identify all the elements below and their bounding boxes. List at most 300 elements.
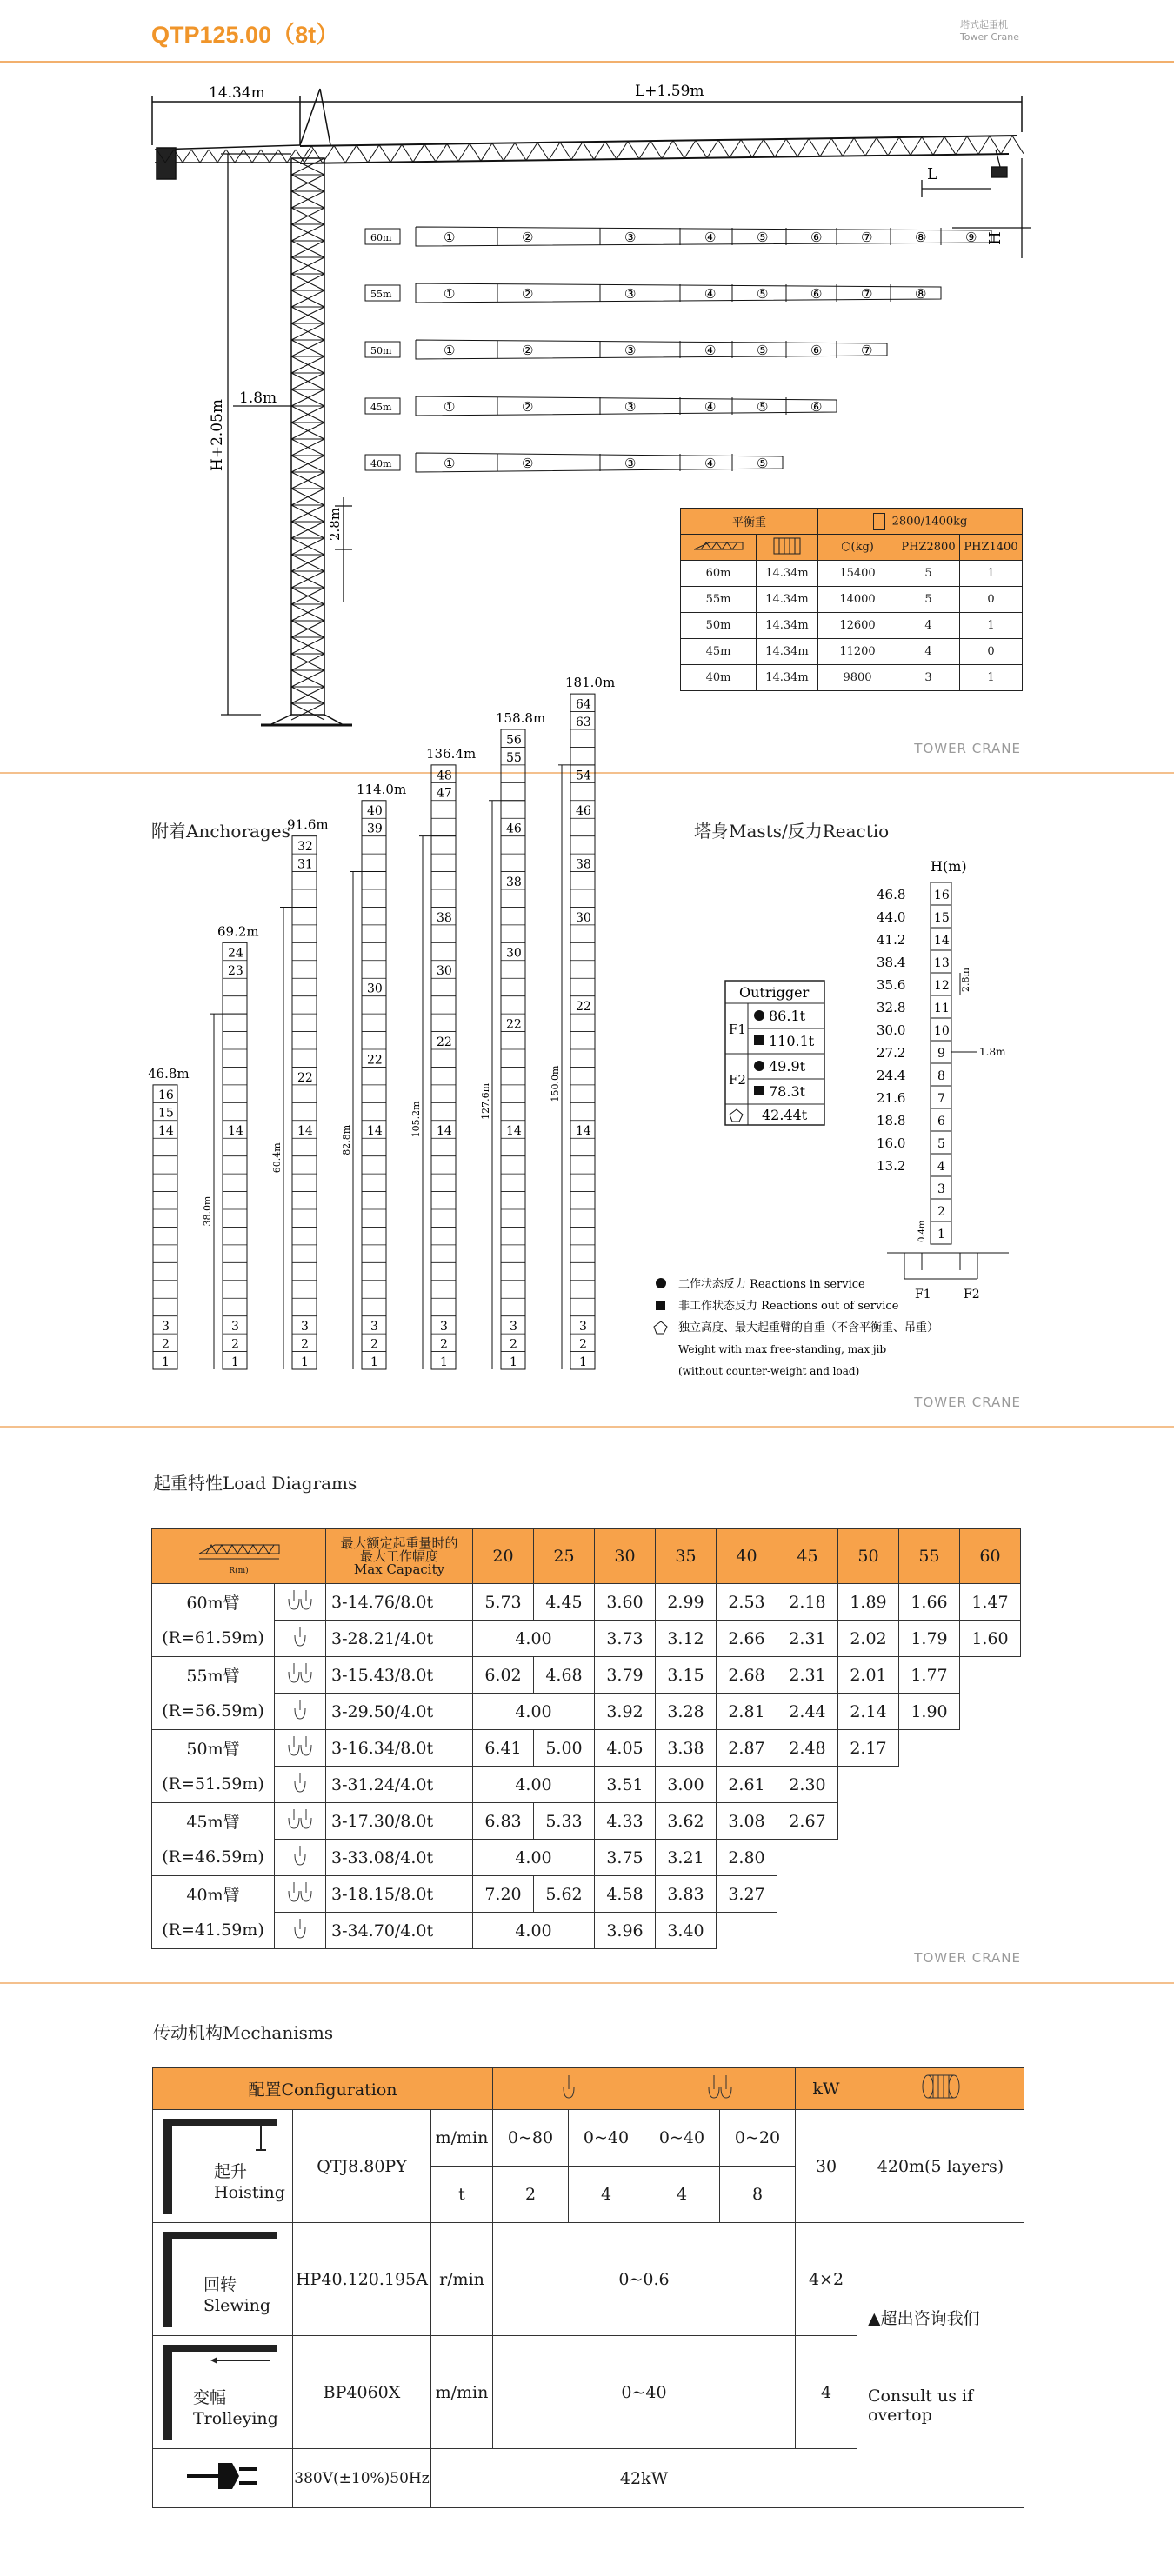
double-hook-icon [275, 1876, 326, 1913]
mast-section-number: 1 [440, 1355, 448, 1369]
kg-header: ⬡(kg) [818, 535, 897, 561]
max-capacity: 3-17.30/8.0t [326, 1803, 473, 1840]
mast-section-number: 22 [506, 1017, 522, 1032]
mast-section-number: 3 [440, 1320, 448, 1335]
table-row [152, 1657, 1021, 1694]
load-value: 3.12 [656, 1621, 717, 1657]
mast-section-number: 1 [370, 1355, 378, 1369]
mast-section-number: 8 [937, 1069, 945, 1083]
mast-section-number: 3 [231, 1320, 239, 1335]
anchorage-height: 114.0m [357, 781, 407, 797]
mast-section-number: 2 [440, 1337, 448, 1352]
jib-label: (R=46.59m) [152, 1840, 275, 1876]
mast-section-number: 9 [937, 1047, 945, 1061]
load-value: 3.08 [717, 1803, 777, 1840]
svg-text:F1: F1 [729, 1022, 746, 1037]
load-value: 3.75 [595, 1840, 656, 1876]
double-hook-icon [275, 1657, 326, 1694]
mast-section-number: 22 [576, 1000, 591, 1015]
mast-section-number: 14 [228, 1124, 243, 1139]
mast-section-number: 46 [576, 804, 591, 819]
kw-header: kW [796, 2068, 857, 2110]
mast-section-number: 14 [576, 1124, 591, 1139]
mast-height-value: 21.6 [877, 1090, 906, 1106]
jib-section-number: ③ [624, 230, 637, 245]
jib-section-number: ② [522, 286, 534, 302]
load-value: 2.53 [717, 1584, 777, 1621]
counterweight-table [680, 508, 1023, 691]
out-of-service-marker [754, 1035, 764, 1045]
mast-section-number: 22 [297, 1070, 313, 1085]
single-hook-icon [275, 1767, 326, 1803]
consult-note: ▲超出咨询我们 Consult us if overtop [857, 2223, 1024, 2508]
anchorage-height: 181.0m [565, 675, 616, 691]
load-value: 5.73 [473, 1584, 534, 1621]
dim-mast-width: 1.8m [979, 1046, 1006, 1058]
mast-section-number: 2 [579, 1337, 587, 1352]
power-plug-icon [153, 2449, 293, 2508]
phz1400-header: PHZ1400 [960, 535, 1023, 561]
mast-reaction-diagram [644, 852, 1026, 1382]
mast-section-number: 30 [576, 910, 591, 925]
weight-icon: ⬡ [841, 541, 851, 554]
radius-column-header: 40 [717, 1529, 777, 1584]
radius-column-header: 55 [899, 1529, 960, 1584]
double-hook-icon [275, 1803, 326, 1840]
jib-section-number: ⑥ [810, 399, 823, 415]
mast-section-number: 23 [228, 964, 243, 979]
hoisting-cell: 起升 Hoisting [153, 2110, 293, 2223]
jib-section-number: ⑦ [861, 286, 873, 302]
mast-section-number: 14 [437, 1124, 452, 1139]
dim-foundation: 0.4m [917, 1220, 927, 1242]
mast-section-number: 4 [937, 1160, 945, 1174]
mast-section-number: 64 [576, 697, 591, 712]
mast-section-number: 6 [937, 1115, 945, 1128]
mast-section-number: 24 [228, 946, 243, 961]
mast-section-number: 39 [367, 822, 383, 836]
mast-height-value: 18.8 [877, 1113, 906, 1128]
mast-height-value: 32.8 [877, 1000, 906, 1015]
max-capacity: 3-28.21/4.0t [326, 1621, 473, 1657]
mast-section-number: 38 [576, 857, 591, 872]
table-row [152, 1803, 1021, 1840]
section-divider [0, 1426, 1174, 1428]
jib-section-number: ⑨ [965, 230, 977, 245]
load-value: 3.62 [656, 1803, 717, 1840]
jib-section-number: ③ [624, 456, 637, 471]
jib-section-number: ① [444, 343, 456, 358]
mast-section-number: 2 [510, 1337, 517, 1352]
max-capacity: 3-14.76/8.0t [326, 1584, 473, 1621]
radius-column-header: 30 [595, 1529, 656, 1584]
mast-section-number: 1 [579, 1355, 587, 1369]
single-hook-icon [493, 2068, 644, 2110]
mast-section-number: 3 [510, 1320, 517, 1335]
svg-text:42.44t: 42.44t [762, 1107, 808, 1123]
mast-section-number: 2 [301, 1337, 309, 1352]
out-of-service-marker [754, 1086, 764, 1095]
jib-section-number: ④ [704, 399, 717, 415]
dim-section: 2.8m [960, 968, 971, 992]
svg-text:78.3t: 78.3t [769, 1083, 806, 1100]
jib-section-number: ⑦ [861, 343, 873, 358]
mast-section-number: 56 [506, 733, 522, 748]
jib-label: 60m臂 [152, 1584, 275, 1621]
load-table [151, 1528, 1021, 1949]
max-capacity: 3-29.50/4.0t [326, 1694, 473, 1730]
mast-height-value: 44.0 [877, 909, 906, 925]
load-value: 3.21 [656, 1840, 717, 1876]
table-row [152, 1584, 1021, 1621]
mast-section-number: 1 [937, 1228, 945, 1241]
radius-column-header: 20 [473, 1529, 534, 1584]
mast-height-value: 24.4 [877, 1068, 906, 1083]
jib-length-label: 55m [370, 289, 392, 300]
jib-section-number: ⑥ [810, 343, 823, 358]
header-subtitle: 塔式起重机 Tower Crane [959, 19, 1019, 43]
table-row: (R=61.59m) 3-28.21/4.0t 4.00 3.73 3.12 2.66 2.31 2.02 1.79 1.60 [152, 1621, 1021, 1657]
jib-icon [681, 535, 757, 561]
load-value: 3.15 [656, 1657, 717, 1694]
rope-drum-icon [857, 2068, 1024, 2110]
mast-section-number: 22 [367, 1053, 383, 1068]
load-value: 3.40 [656, 1913, 717, 1949]
load-value: 3.73 [595, 1621, 656, 1657]
jib-section-number: ④ [704, 343, 717, 358]
mast-height-value: 41.2 [877, 932, 906, 948]
table-row: (R=51.59m) 3-31.24/4.0t 4.00 3.51 3.00 2.61 2.30 [152, 1767, 1021, 1803]
dim-L: L [927, 165, 937, 183]
load-value: 2.17 [838, 1730, 899, 1767]
load-value: 2.80 [717, 1840, 777, 1876]
jib-section-number: ① [444, 286, 456, 302]
anchorage-dimension: 150.0m [550, 1065, 561, 1102]
load-value: 2.99 [656, 1584, 717, 1621]
svg-text:110.1t: 110.1t [769, 1033, 815, 1049]
load-value: 6.41 [473, 1730, 534, 1767]
jib-section-number: ⑦ [861, 230, 873, 245]
load-value: 2.87 [717, 1730, 777, 1767]
masts-title: 塔身Masts/反力Reactio [694, 821, 890, 842]
mast-section-number: 14 [934, 934, 950, 948]
jib-length-label: 50m [370, 345, 392, 356]
mast-section-number: 55 [506, 750, 522, 765]
load-value: 1.90 [899, 1694, 960, 1730]
counterweight-block-icon [873, 513, 885, 530]
load-value: 2.44 [777, 1694, 838, 1730]
ballast-header: 平衡重 [681, 509, 818, 535]
load-value: 2.14 [838, 1694, 899, 1730]
mast-height-value: 46.8 [877, 887, 906, 902]
single-hook-icon [275, 1913, 326, 1949]
max-capacity: 3-34.70/4.0t [326, 1913, 473, 1949]
load-value: 2.31 [777, 1621, 838, 1657]
double-hook-icon [644, 2068, 796, 2110]
mast-section-number: 48 [437, 769, 452, 783]
load-value: 1.89 [838, 1584, 899, 1621]
dim-H-right: H [986, 231, 1004, 245]
anchorage-dimension: 60.4m [271, 1142, 283, 1174]
single-hook-icon [275, 1840, 326, 1876]
jib-section-number: ⑤ [757, 456, 769, 471]
load-value: 1.79 [899, 1621, 960, 1657]
mast-section-number: 30 [506, 946, 522, 961]
load-header-row: R(m) 最大额定起重量时的 最大工作幅度 Max Capacity 20 25 30 35 40 45 50 55 60 [152, 1529, 1021, 1584]
anchorage-height: 91.6m [287, 816, 329, 833]
load-value: 3.51 [595, 1767, 656, 1803]
outrigger-table [725, 981, 824, 1125]
anchorage-height: 136.4m [426, 745, 477, 762]
jib-section-number: ③ [624, 343, 637, 358]
load-value: 2.66 [717, 1621, 777, 1657]
dim-height: H+2.05m [209, 398, 226, 471]
jib-section-number: ⑥ [810, 230, 823, 245]
mast-height-value: 13.2 [877, 1158, 906, 1174]
mast-section-number: 46 [506, 822, 522, 836]
anchorage-dimension: 127.6m [480, 1082, 491, 1120]
load-value: 3.28 [656, 1694, 717, 1730]
mast-section-number: 63 [576, 715, 591, 729]
load-value: 1.77 [899, 1657, 960, 1694]
mast-height-value: 38.4 [877, 955, 906, 970]
section-divider [0, 1982, 1174, 1984]
dim-section-height: 2.8m [327, 507, 343, 541]
table-row: 55m 14.34m 14000 5 0 [681, 587, 1023, 613]
load-value: 7.20 [473, 1876, 534, 1913]
counter-jib-icon [757, 535, 818, 561]
mast-section-number: 14 [506, 1124, 522, 1139]
jib-section-number: ③ [624, 286, 637, 302]
mast-section-number: 2 [370, 1337, 378, 1352]
anchorage-dimension: 82.8m [341, 1124, 352, 1155]
mast-section-number: 16 [158, 1088, 174, 1103]
mast-section-number: 16 [934, 889, 950, 902]
anchorage-height: 158.8m [496, 710, 546, 726]
load-value: 2.31 [777, 1657, 838, 1694]
load-value: 6.83 [473, 1803, 534, 1840]
hoist-model: QTJ8.80PY [293, 2110, 431, 2223]
max-capacity: 3-31.24/4.0t [326, 1767, 473, 1803]
weight-header: 2800/1400kg [818, 509, 1023, 535]
load-value: 3.83 [656, 1876, 717, 1913]
slewing-cell: 回转 Slewing [153, 2223, 293, 2336]
anchorage-height: 46.8m [148, 1065, 190, 1082]
load-value: 6.02 [473, 1657, 534, 1694]
mast-section-number: 47 [437, 786, 452, 801]
section-footer: TOWER CRANE [914, 1950, 1021, 1966]
jib-section-number: ⑧ [915, 230, 927, 245]
reaction-legend [654, 1277, 938, 1377]
jib-section-number: ① [444, 230, 456, 245]
jib-length-label: 45m [370, 402, 392, 413]
mast-height-value: 30.0 [877, 1022, 906, 1038]
reaction-f1: F1 [915, 1288, 931, 1301]
mast-section-number: 31 [297, 857, 313, 872]
mast-section-number: 30 [437, 964, 452, 979]
table-row: (R=46.59m) 3-33.08/4.0t 4.00 3.75 3.21 2.80 [152, 1840, 1021, 1876]
jib-label: (R=41.59m) [152, 1913, 275, 1949]
jib-section-number: ② [522, 230, 534, 245]
mast-section-number: 38 [437, 910, 452, 925]
max-capacity: 3-33.08/4.0t [326, 1840, 473, 1876]
in-service-marker [754, 1061, 764, 1071]
mast-section-number: 14 [158, 1124, 174, 1139]
load-value: 2.18 [777, 1584, 838, 1621]
radius-column-header: 50 [838, 1529, 899, 1584]
load-value: 1.66 [899, 1584, 960, 1621]
svg-text:(without counter-weight and lo: (without counter-weight and load) [678, 1365, 860, 1377]
load-value: 4.33 [595, 1803, 656, 1840]
load-value: 3.92 [595, 1694, 656, 1730]
mast-section-number: 12 [934, 979, 950, 993]
load-value: 3.96 [595, 1913, 656, 1949]
dim-jib-length: L+1.59m [635, 83, 704, 100]
svg-text:49.9t: 49.9t [769, 1058, 806, 1075]
reaction-f2: F2 [964, 1288, 980, 1301]
mast-section-number: 11 [934, 1002, 950, 1015]
jib-length-label: 60m [370, 232, 392, 243]
svg-text:工作状态反力 Reactions in service: 工作状态反力 Reactions in service [678, 1278, 865, 1291]
jib-section-number: ③ [624, 399, 637, 415]
trolleying-cell: 变幅 Trolleying [153, 2336, 293, 2449]
mast-section-number: 3 [579, 1320, 587, 1335]
radius-column-header: 35 [656, 1529, 717, 1584]
page-title: QTP125.00（8t） [151, 22, 340, 48]
mast-section-number: 15 [158, 1106, 174, 1121]
load-value: 3.27 [717, 1876, 777, 1913]
section-footer: TOWER CRANE [914, 1395, 1021, 1410]
weight-icon [730, 1109, 743, 1122]
mechanisms-table: 配置Configuration kW 起升 Hoisting QTJ8.80PY m/min 0~80 0~40 0~40 0~20 30 420m(5 layers) t 2 4 4 8 回转 Slewing HP40.120.195A r/min 0~0.6 4×2 ▲超出咨询我们 Consult us if overtop 变幅 Trolleying BP4060X m/min 0~40 4 380V(±10%)50Hz 42kW [152, 2067, 1024, 2508]
load-value: 2.61 [717, 1767, 777, 1803]
jib-label: 50m臂 [152, 1730, 275, 1767]
table-row: (R=41.59m) 3-34.70/4.0t 4.00 3.96 3.40 [152, 1913, 1021, 1949]
load-value: 2.81 [717, 1694, 777, 1730]
anchorage-height: 69.2m [217, 923, 259, 940]
table-row: 50m 14.34m 12600 4 1 [681, 613, 1023, 639]
load-value: 4.68 [534, 1657, 595, 1694]
mast-section-number: 32 [297, 840, 313, 855]
load-value: 4.45 [534, 1584, 595, 1621]
jib-label: (R=61.59m) [152, 1621, 275, 1657]
mast-section-number: 1 [510, 1355, 517, 1369]
double-hook-icon [275, 1730, 326, 1767]
jib-label: 45m臂 [152, 1803, 275, 1840]
mast-section-number: 30 [367, 982, 383, 996]
jib-section-number: ④ [704, 230, 717, 245]
load-value: 2.68 [717, 1657, 777, 1694]
svg-text:Weight with max free-standing,: Weight with max free-standing, max jib [678, 1343, 887, 1355]
config-header: 配置Configuration [153, 2068, 493, 2110]
anchorage-dimension: 38.0m [202, 1195, 213, 1227]
jib-label: 55m臂 [152, 1657, 275, 1694]
table-row [152, 1730, 1021, 1767]
mast-section-number: 14 [297, 1124, 313, 1139]
table-row: (R=56.59m) 3-29.50/4.0t 4.00 3.92 3.28 2.81 2.44 2.14 1.90 [152, 1694, 1021, 1730]
mast-section-number: 14 [367, 1124, 383, 1139]
mast-height-value: 35.6 [877, 977, 906, 993]
mast-section-number: 10 [934, 1024, 950, 1038]
jib-label: (R=56.59m) [152, 1694, 275, 1730]
jib-icon [196, 1538, 283, 1568]
mast-section-number: 2 [162, 1337, 170, 1352]
mast-section-number: 5 [937, 1137, 945, 1151]
page-header [0, 0, 1174, 63]
load-value: 3.60 [595, 1584, 656, 1621]
svg-text:独立高度、最大起重臂的自重（不含平衡重、吊重）: 独立高度、最大起重臂的自重（不含平衡重、吊重） [678, 1321, 939, 1335]
mast-section-number: 40 [367, 804, 383, 819]
phz2800-header: PHZ2800 [897, 535, 960, 561]
svg-text:Outrigger: Outrigger [739, 984, 810, 1001]
mast-section-number: 54 [576, 769, 591, 783]
load-value: 2.30 [777, 1767, 838, 1803]
jib-section-number: ① [444, 456, 456, 471]
mast-section-number: 13 [934, 956, 950, 970]
jib-label: (R=51.59m) [152, 1767, 275, 1803]
rope-length: 420m(5 layers) [857, 2110, 1024, 2223]
radius-column-header: 45 [777, 1529, 838, 1584]
load-value: 1.47 [960, 1584, 1021, 1621]
single-hook-icon [275, 1694, 326, 1730]
jib-section-number: ⑥ [810, 286, 823, 302]
mechanisms-title: 传动机构Mechanisms [153, 2022, 334, 2043]
mast-section-number: 3 [162, 1320, 170, 1335]
load-value: 2.02 [838, 1621, 899, 1657]
max-capacity: 3-18.15/8.0t [326, 1876, 473, 1913]
jib-section-number: ② [522, 343, 534, 358]
anchorages-title: 附着Anchorages [151, 821, 290, 842]
radius-column-header: 25 [534, 1529, 595, 1584]
mast-height-value: 16.0 [877, 1135, 906, 1151]
mast-section-number: 3 [937, 1182, 945, 1196]
load-value: 5.00 [534, 1730, 595, 1767]
load-value: 5.62 [534, 1876, 595, 1913]
load-value: 3.79 [595, 1657, 656, 1694]
jib-section-number: ⑧ [915, 286, 927, 302]
table-row: 40m 14.34m 9800 3 1 [681, 665, 1023, 691]
radius-column-header: 60 [960, 1529, 1021, 1584]
load-value: 4.05 [595, 1730, 656, 1767]
dim-mast-width: 1.8m [239, 389, 277, 407]
max-capacity: 3-15.43/8.0t [326, 1657, 473, 1694]
jib-section-number: ⑤ [757, 286, 769, 302]
load-value: 4.58 [595, 1876, 656, 1913]
mast-section-number: 22 [437, 1035, 452, 1049]
in-service-marker [754, 1010, 764, 1021]
mast-section-number: 1 [231, 1355, 239, 1369]
jib-section-number: ① [444, 399, 456, 415]
load-value: 3.38 [656, 1730, 717, 1767]
svg-text:86.1t: 86.1t [769, 1008, 806, 1024]
dim-counter-jib: 14.34m [209, 84, 265, 102]
jib-configurations [365, 227, 991, 472]
load-value: 1.60 [960, 1621, 1021, 1657]
jib-section-number: ⑤ [757, 399, 769, 415]
load-value: 5.33 [534, 1803, 595, 1840]
anchorage-dimension: 105.2m [410, 1101, 422, 1138]
load-value: 2.01 [838, 1657, 899, 1694]
jib-section-number: ④ [704, 286, 717, 302]
section-footer: TOWER CRANE [914, 741, 1021, 756]
jib-section-number: ⑤ [757, 343, 769, 358]
single-hook-icon [275, 1621, 326, 1657]
mast-section-number: 1 [301, 1355, 309, 1369]
load-value: 3.00 [656, 1767, 717, 1803]
mast-section-number: 2 [231, 1337, 239, 1352]
jib-section-number: ② [522, 399, 534, 415]
svg-text:非工作状态反力 Reactions out of serv: 非工作状态反力 Reactions out of service [678, 1300, 899, 1313]
